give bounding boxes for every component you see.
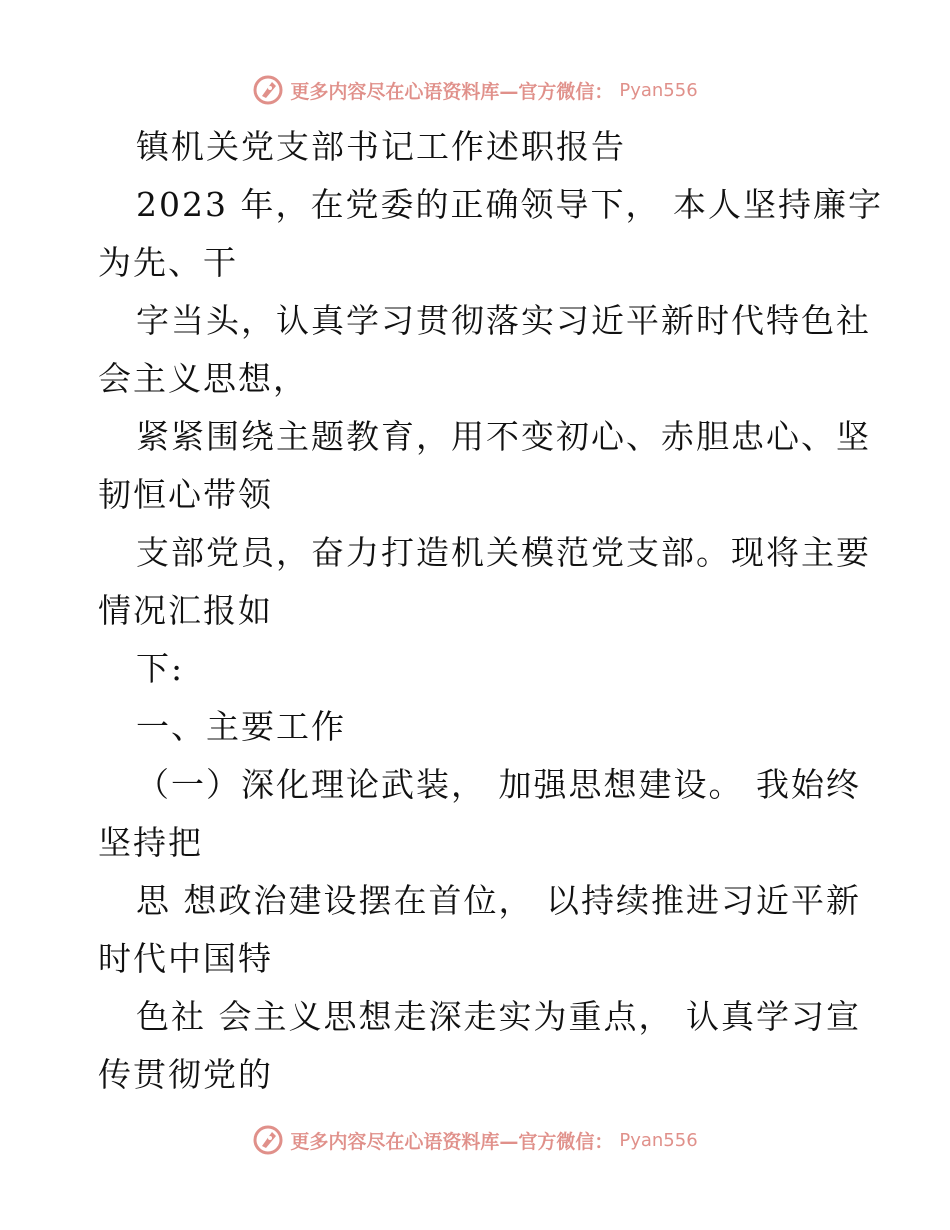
paragraph-line: 传贯彻党的 (98, 1055, 273, 1094)
paragraph-line: 思 想政治建设摆在首位， 以持续推进习近平新 (136, 881, 861, 920)
paragraph-line: 支部党员，奋力打造机关模范党支部。现将主要 (136, 533, 871, 572)
paragraph-line: 坚持把 (98, 823, 203, 862)
paragraph-line: 情况汇报如 (98, 591, 273, 630)
paragraph-line: 2023 年，在党委的正确领导下， 本人坚持廉字 (136, 185, 883, 224)
pen-nib-logo-icon (252, 1124, 284, 1156)
paragraph-line: 下: (136, 649, 185, 688)
paragraph-line: 时代中国特 (98, 939, 273, 978)
watermark-wechat-id: Pyan556 (619, 79, 698, 101)
watermark-wechat-id: Pyan556 (619, 1129, 698, 1151)
paragraph-line: 韧恒心带领 (98, 475, 273, 514)
paragraph-line: 字当头，认真学习贯彻落实习近平新时代特色社 (136, 301, 871, 340)
paragraph-line: 会主义思想， (98, 359, 308, 398)
document-title: 镇机关党支部书记工作述职报告 (136, 127, 626, 166)
pen-nib-logo-icon (252, 74, 284, 106)
paragraph-line: 紧紧围绕主题教育，用不变初心、赤胆忠心、坚 (136, 417, 871, 456)
watermark-banner-bottom (0, 1120, 950, 1160)
watermark-banner-top (0, 70, 950, 110)
paragraph-line: 色社 会主义思想走深走实为重点， 认真学习宣 (136, 997, 861, 1036)
section-heading: 一、主要工作 (136, 707, 346, 746)
watermark-text: 更多内容尽在心语资料库—官方微信： (290, 1130, 614, 1153)
watermark-text: 更多内容尽在心语资料库—官方微信： (290, 80, 614, 103)
paragraph-line: （一）深化理论武装， 加强思想建设。 我始终 (136, 765, 861, 804)
paragraph-line: 为先、干 (98, 243, 238, 282)
